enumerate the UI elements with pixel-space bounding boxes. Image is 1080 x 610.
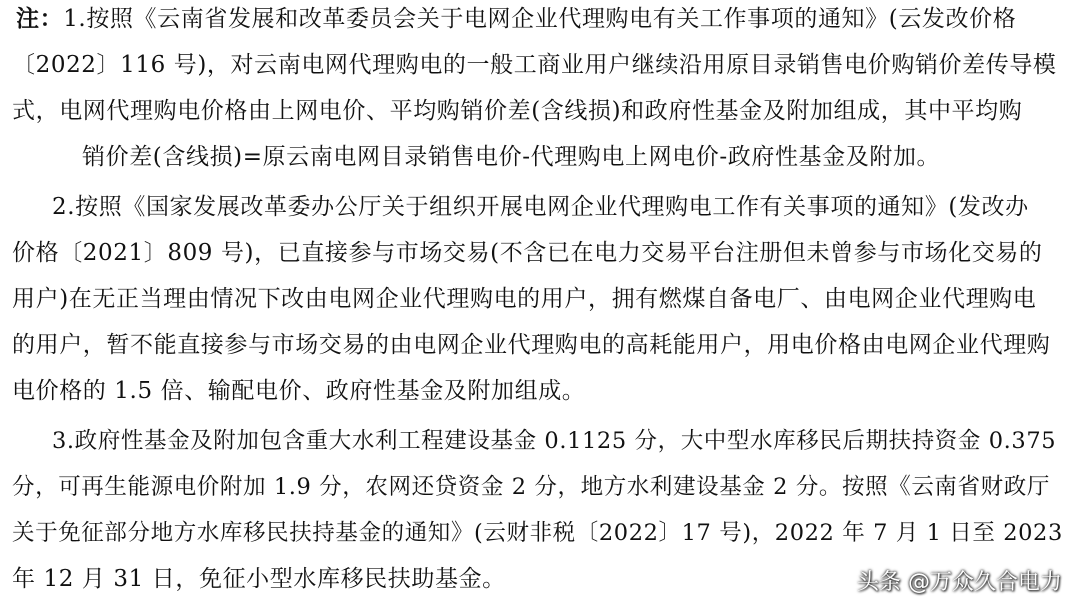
- note-line-1: [16, 4, 1016, 34]
- note-line-11: 分，可再生能源电价附加 1.9 分，农网还贷资金 2 分，地方水利建设基金 2 分。按照《云南省财政厅: [12, 474, 1050, 500]
- note-line-6: 价格〔2021〕809 号)，已直接参与市场交易(不含已在电力交易平台注册但未曾参与市场化交易的: [12, 240, 1043, 266]
- note-line-2: 〔2022〕116 号)，对云南电网代理购电的一般工商业用户继续沿用原目录销售电价购销价差传导模: [12, 52, 1057, 78]
- note-line-9: 电价格的 1.5 倍、输配电价、政府性基金及附加组成。: [12, 378, 586, 404]
- note-label: 注：: [16, 5, 64, 32]
- note-line-13: 年 12 月 31 日，免征小型水库移民扶助基金。: [12, 566, 506, 592]
- note-line-3: 式，电网代理购电价格由上网电价、平均购销价差(含线损)和政府性基金及附加组成，其中平均购: [12, 98, 1023, 124]
- note-line-7: 用户)在无正当理由情况下改由电网企业代理购电的用户，拥有燃煤自备电厂、由电网企业代理购电: [12, 286, 1037, 312]
- note-line-5: 2.按照《国家发展改革委办公厅关于组织开展电网企业代理购电工作有关事项的通知》(发改办: [52, 194, 1029, 220]
- note-line-12: 关于免征部分地方水库移民扶持基金的通知》(云财非税〔2022〕17 号)，2022 年 7 月 1 日至 2023: [12, 520, 1063, 546]
- watermark: 头条 @万众久合电力: [857, 570, 1062, 595]
- note-line-4: 销价差(含线损)=原云南电网目录销售电价-代理购电上网电价-政府性基金及附加。: [82, 144, 941, 170]
- note-text-1: 1.按照《云南省发展和改革委员会关于电网企业代理购电有关工作事项的通知》(云发改价格: [63, 6, 1017, 32]
- note-line-8: 的用户，暂不能直接参与市场交易的由电网企业代理购电的高耗能用户，用电价格由电网企业代理购: [12, 332, 1051, 358]
- note-line-10: 3.政府性基金及附加包含重大水利工程建设基金 0.1125 分，大中型水库移民后期扶持资金 0.375: [52, 428, 1057, 454]
